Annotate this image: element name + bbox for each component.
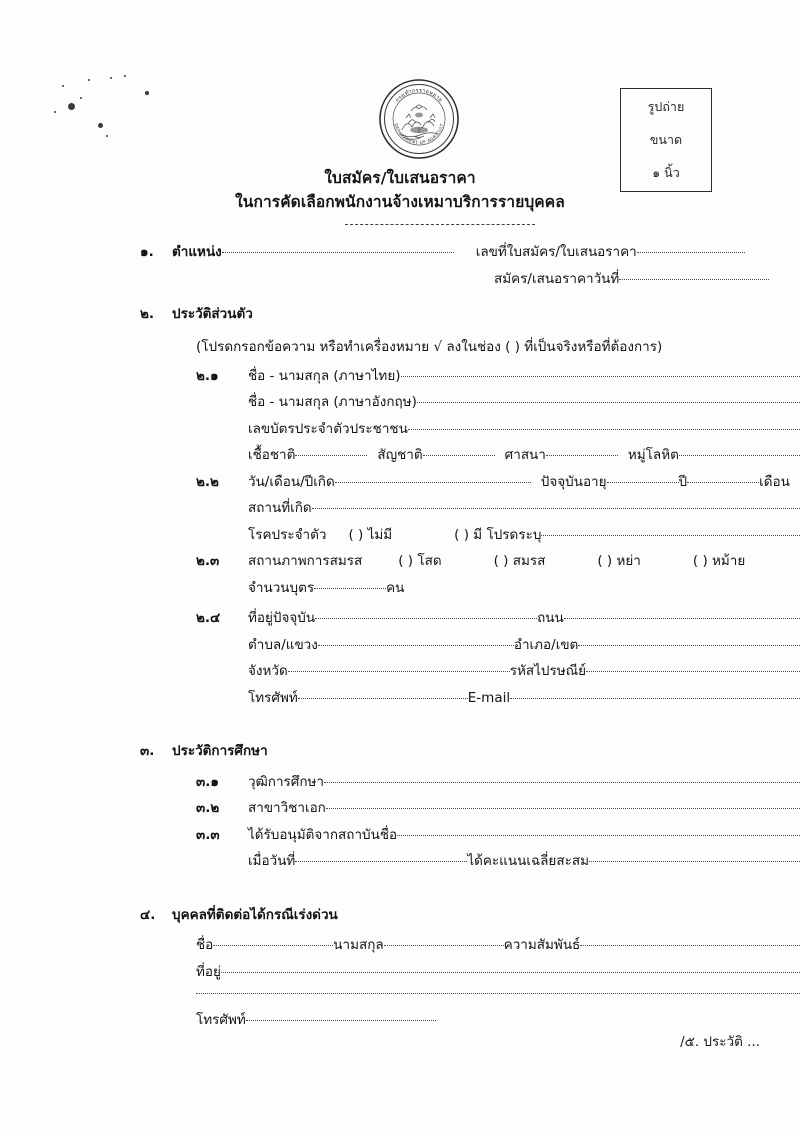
item-2-4-phone-row [0,689,800,706]
email-label: E-mail [467,689,511,706]
item-2-1-number: ๒.๑ [196,367,219,384]
birthplace-label: สถานที่เกิด [248,500,312,516]
major-field-label: สาขาวิชาเอก [248,800,326,816]
email-input[interactable] [510,698,800,699]
major-field-input[interactable] [326,808,800,809]
section-3-heading: ประวัติการศึกษา [172,743,268,759]
subdistrict-input[interactable] [318,645,514,646]
religion-label: ศาสนา [504,447,546,463]
contact-phone-label: โทรศัพท์ [196,1012,246,1028]
application-date-row [0,270,800,287]
id-card-input[interactable] [408,429,800,430]
item-2-1-id-card-row [0,420,800,437]
birthdate-label: วัน/เดือน/ปีเกิด [248,473,335,490]
item-2-2-birthplace-row [0,502,800,516]
postcode-input[interactable] [586,671,800,672]
name-english-input[interactable] [417,402,800,403]
education-level-input[interactable] [324,782,800,783]
item-2-2-birthdate-row [0,473,800,490]
scan-artifacts [40,75,140,145]
subdistrict-label: ตำบล/แขวง [248,636,318,653]
item-3-3-date-gpa-row [0,855,800,869]
title-divider [345,224,535,225]
photo-label-line1: รูปถ่าย [647,99,685,114]
marital-option-married[interactable]: ( ) สมรส [493,553,546,569]
current-address-label: ที่อยู่ปัจจุบัน [248,610,316,626]
item-2-1-ethnicity-row [0,449,800,463]
education-level-label: วุฒิการศึกษา [248,773,325,790]
marital-option-widowed[interactable]: ( ) หม้าย [692,553,746,569]
contact-address-row [0,963,800,980]
application-date-input[interactable] [619,279,769,280]
children-count-label: จำนวนบุตร [248,579,315,596]
item-3-2-number: ๓.๒ [196,800,220,816]
years-unit-label: ปี [678,473,688,490]
item-2-3-number: ๒.๓ [196,553,220,569]
title-line-2: ในการคัดเลือกพนักงานจ้างเหมาบริการรายบุคคล [235,193,565,212]
item-2-4-subdistrict-row [0,636,800,653]
contact-address-input[interactable] [221,972,800,973]
application-date-label: สมัคร/เสนอราคาวันที่ [494,270,620,287]
marital-option-single[interactable]: ( ) โสด [398,553,442,569]
section-2-heading: ประวัติส่วนตัว [172,306,253,322]
blood-type-label: หมู่โลหิต [627,447,679,463]
disease-label: โรคประจำตัว [248,526,327,543]
contact-address-row-2 [0,996,800,997]
section-3-heading-row [0,745,800,759]
document-title [0,166,800,214]
disease-specify-input[interactable] [541,535,800,536]
section-4-heading-row [0,906,800,923]
application-number-label: เลขที่ใบสมัคร/ใบเสนอราคา [475,244,637,260]
svg-text:DEPARTMENT OF AGRICULT: DEPARTMENT OF AGRICULT [393,122,445,146]
age-months-input[interactable] [687,482,759,483]
contact-surname-input[interactable] [384,945,504,946]
item-3-1-number: ๓.๑ [196,773,219,790]
ethnicity-label: เชื้อชาติ [248,447,296,463]
item-2-1-name-thai-row [0,367,800,384]
province-label: จังหวัด [248,663,288,679]
id-card-label: เลขบัตรประจำตัวประชาชน [248,420,408,437]
section-2-heading-row [0,308,800,322]
ethnicity-input[interactable] [295,455,367,456]
item-3-3-row [0,826,800,843]
contact-name-row [0,939,800,953]
section-2-instruction: (โปรดกรอกข้อความ หรือทำเครื่องหมาย √ ลงในช่อง ( ) ที่เป็นจริงหรือที่ต้องการ) [196,338,663,355]
marital-status-label: สถานภาพการสมรส [248,553,363,569]
postcode-label: รหัสไปรษณีย์ [509,663,587,679]
item-2-4-province-row [0,665,800,679]
item-3-2-row [0,802,800,816]
approval-date-label: เมื่อวันที่ [248,853,296,869]
district-label: อำเภอ/เขต [513,636,579,653]
section-4-number: ๔. [140,906,156,923]
current-age-label: ปัจจุบันอายุ [540,473,607,490]
contact-relationship-label: ความสัมพันธ์ [503,937,581,953]
section-1-number: ๑. [140,244,154,260]
gpa-input[interactable] [589,861,800,862]
birthdate-input[interactable] [335,482,531,483]
svg-text:กรมทำกรรายหมาย: กรมทำกรรายหมาย [394,87,444,104]
disease-checkbox-yes[interactable]: ( ) มี โปรดระบุ [454,526,542,543]
position-label: ตำแหน่ง [172,244,222,260]
item-2-3-marital-row [0,555,800,569]
children-unit-label: คน [386,579,405,596]
item-2-2-disease-row [0,526,800,543]
item-2-1-name-english-row [0,396,800,410]
item-2-4-address-row [0,612,800,626]
months-unit-label: เดือน [759,473,790,490]
age-years-input[interactable] [607,482,679,483]
contact-surname-label: นามสกุล [333,937,384,953]
current-address-input[interactable] [315,618,537,619]
blood-type-input[interactable] [679,455,800,456]
road-label: ถนน [537,610,564,626]
road-input[interactable] [564,618,800,619]
section-4-heading: บุคคลที่ติดต่อได้กรณีเร่งด่วน [172,906,338,923]
institution-label: ได้รับอนุมัติจากสถาบันชื่อ [248,826,398,843]
phone-label: โทรศัพท์ [248,689,298,706]
phone-input[interactable] [298,698,468,699]
gpa-label: ได้คะแนนเฉลี่ยสะสม [467,853,589,869]
item-2-2-number: ๒.๒ [196,473,219,490]
contact-name-label: ชื่อ [196,937,214,953]
contact-phone-row [0,1014,800,1028]
position-input[interactable] [222,252,454,253]
children-count-input[interactable] [314,588,386,589]
government-seal-icon [378,78,460,160]
contact-relationship-input[interactable] [580,945,800,946]
item-3-1-row [0,773,800,790]
name-thai-input[interactable] [401,376,800,377]
contact-phone-input[interactable] [246,1020,436,1021]
nationality-input[interactable] [423,455,495,456]
nationality-label: สัญชาติ [377,447,423,463]
marital-option-divorced[interactable]: ( ) หย่า [597,553,641,569]
contact-name-input[interactable] [213,945,333,946]
birthplace-input[interactable] [312,508,800,509]
application-number-input[interactable] [637,252,745,253]
institution-input[interactable] [397,835,800,836]
contact-address-input-2[interactable] [196,993,800,994]
section-1-row [0,246,800,260]
item-3-3-number: ๓.๓ [196,826,220,843]
form-body [0,246,800,1028]
name-english-label: ชื่อ - นามสกุล (ภาษาอังกฤษ) [248,394,417,410]
disease-checkbox-no[interactable]: ( ) ไม่มี [348,526,393,543]
section-3-number: ๓. [140,743,155,759]
photo-label-line2: ขนาด [649,132,683,147]
item-2-4-number: ๒.๔ [196,610,221,626]
religion-input[interactable] [546,455,618,456]
approval-date-input[interactable] [295,861,467,862]
page-footer-note: /๕. ประวัติ ... [680,1034,760,1050]
province-input[interactable] [288,671,510,672]
name-thai-label: ชื่อ - นามสกุล (ภาษาไทย) [248,367,401,384]
section-2-number: ๒. [140,306,155,322]
photo-label-line3: ๑ นิ้ว [652,165,680,180]
district-input[interactable] [578,645,800,646]
title-line-1: ใบสมัคร/ใบเสนอราคา [324,169,476,187]
contact-address-label: ที่อยู่ [196,963,221,980]
item-2-3-children-row [0,579,800,596]
